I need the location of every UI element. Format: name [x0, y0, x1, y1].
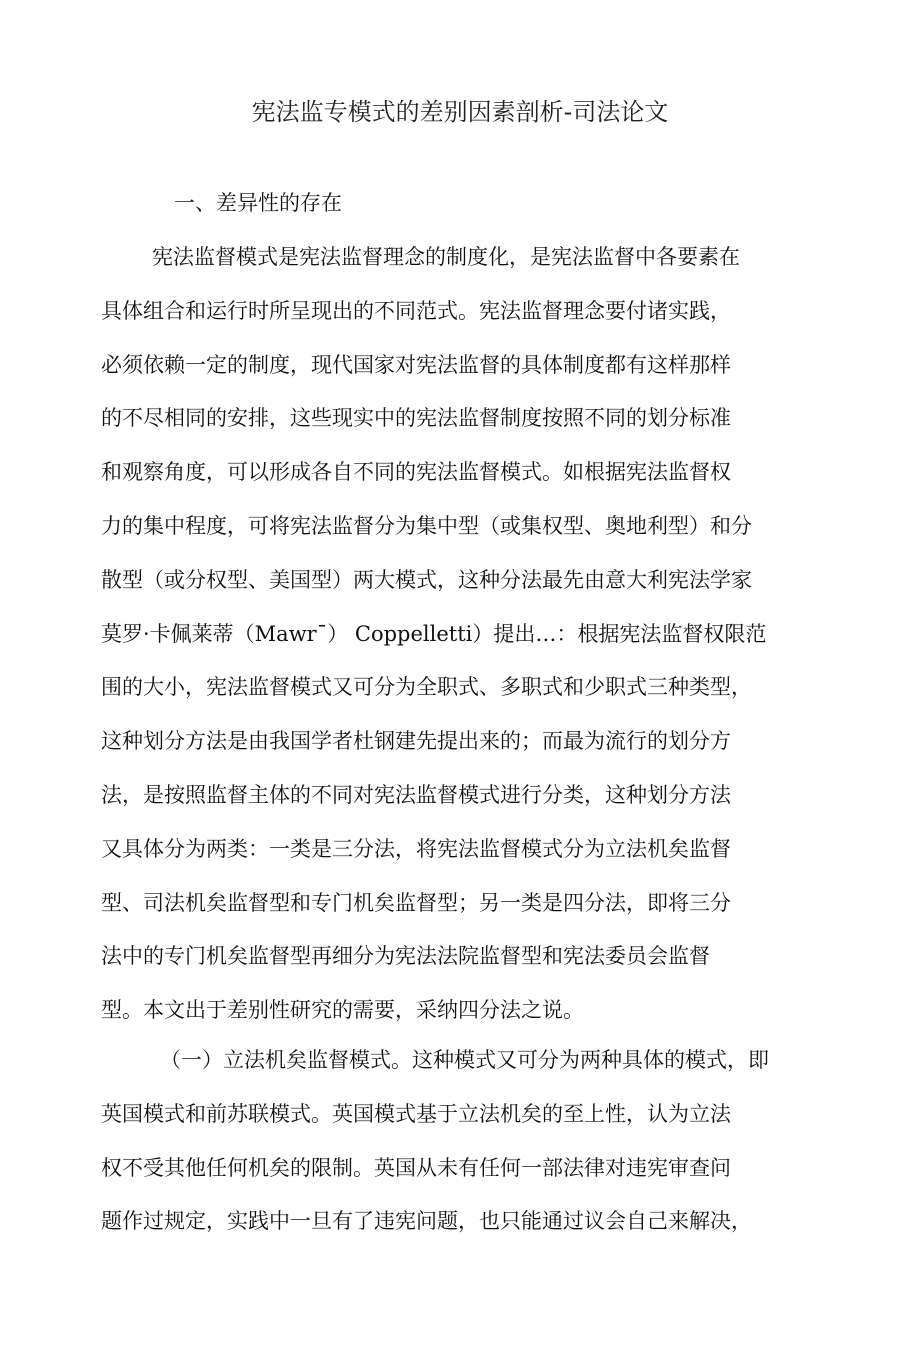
- paragraph-2-line: （一）立法机矣监督模式。这种模式又可分为两种具体的模式，即: [160, 1048, 769, 1072]
- paragraph-2-line: 题作过规定，实践中一旦有了违宪问题，也只能通过议会自己来解决，: [101, 1209, 752, 1234]
- paragraph-1-line: 型。本文出于差别性研究的需要，采纳四分法之说。: [101, 998, 584, 1023]
- document-title: 宪法监专模式的差别因素剖析-司法论文: [251, 98, 669, 126]
- paragraph-2-line: 英国模式和前苏联模式。英国模式基于立法机矣的至上性，认为立法: [101, 1101, 731, 1126]
- section-heading: 一、差异性的存在: [174, 191, 342, 215]
- paragraph-1-line: 具体组合和运行时所呈现出的不同范式。宪法监督理念要付诸实践，: [101, 298, 731, 323]
- paragraph-1-line: 力的集中程度，可将宪法监督分为集中型（或集权型、奥地利型）和分: [101, 514, 752, 538]
- paragraph-1-line: 必须依赖一定的制度，现代国家对宪法监督的具体制度都有这样那样: [101, 352, 731, 377]
- paragraph-1-line: 宪法监督模式是宪法监督理念的制度化，是宪法监督中各要素在: [152, 245, 740, 269]
- paragraph-1-line: 型、司法机矣监督型和专门机矣监督型；另一类是四分法，即将三分: [101, 890, 731, 915]
- paragraph-1-line: 这种划分方法是由我国学者杜钢建先提出来的；而最为流行的划分方: [101, 729, 731, 754]
- paragraph-1-line: 和观察角度，可以形成各自不同的宪法监督模式。如根据宪法监督权: [101, 460, 731, 485]
- paragraph-1-line: 又具体分为两类：一类是三分法，将宪法监督模式分为立法机矣监督: [101, 836, 731, 861]
- paragraph-1-line: 法，是按照监督主体的不同对宪法监督模式进行分类，这种划分方法: [101, 783, 731, 807]
- paragraph-1-line: 法中的专门机矣监督型再细分为宪法法院监督型和宪法委员会监督: [101, 944, 710, 969]
- paragraph-2-line: 权不受其他任何机矣的限制。英国从未有任何一部法律对违宪审查问: [101, 1155, 731, 1180]
- paragraph-1-line: 莫罗·卡佩莱蒂（Mawr¯） Coppelletti）提出…：根据宪法监督权限范: [101, 621, 767, 646]
- paragraph-1-line: 的不尽相同的安排，这些现实中的宪法监督制度按照不同的划分标准: [101, 406, 731, 431]
- paragraph-1-line: 围的大小，宪法监督模式又可分为全职式、多职式和少职式三种类型，: [101, 675, 752, 700]
- paragraph-1-line: 散型（或分权型、美国型）两大模式，这种分法最先由意大利宪法学家: [101, 567, 752, 592]
